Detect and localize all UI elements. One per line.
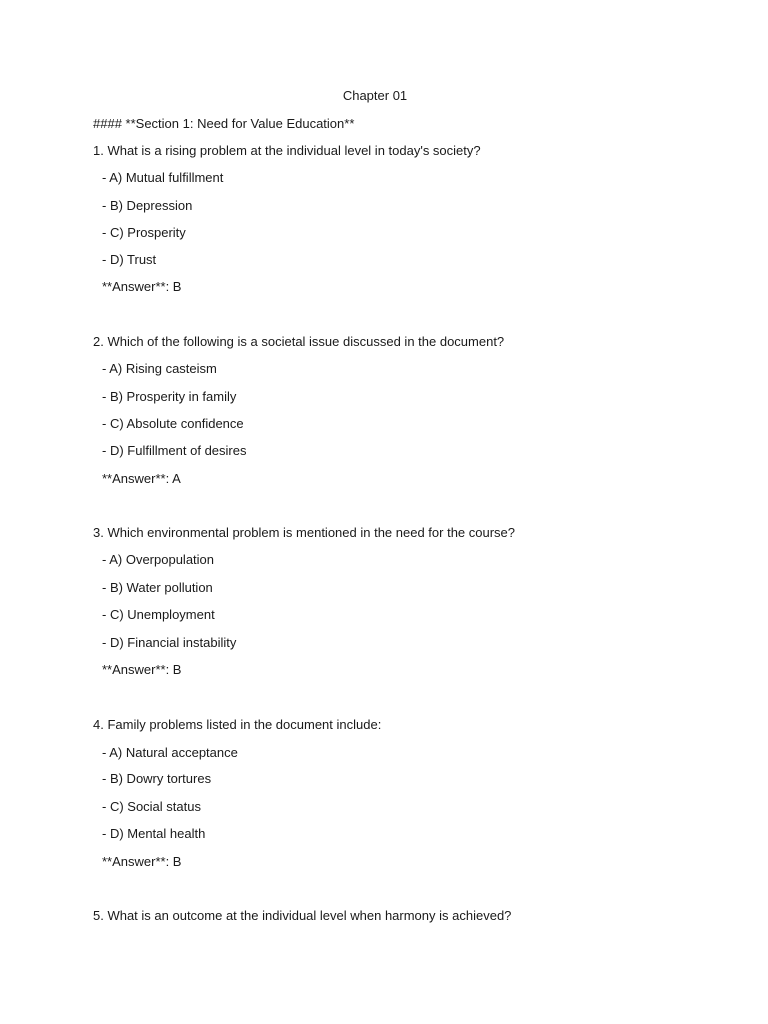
option-a: - A) Mutual fulfillment [102, 170, 224, 185]
answer-line: **Answer**: B [102, 662, 182, 677]
option-d: - D) Mental health [102, 826, 206, 841]
option-c: - C) Prosperity [102, 225, 186, 240]
question-text: 1. What is a rising problem at the individual level in today's society? [93, 143, 481, 158]
section-heading: #### **Section 1: Need for Value Education** [93, 116, 355, 131]
option-b: - B) Dowry tortures [102, 771, 212, 786]
option-c: - C) Absolute confidence [102, 416, 244, 431]
question-text: 3. Which environmental problem is mentioned in the need for the course? [93, 525, 516, 540]
option-b: - B) Prosperity in family [102, 389, 237, 404]
option-a: - A) Natural acceptance [102, 745, 238, 760]
option-d: - D) Financial instability [102, 635, 237, 650]
question-text: 4. Family problems listed in the document include: [93, 717, 382, 732]
option-d: - D) Trust [102, 252, 157, 267]
option-c: - C) Unemployment [102, 607, 215, 622]
chapter-title: Chapter 01 [342, 88, 408, 103]
answer-line: **Answer**: A [102, 471, 181, 486]
option-b: - B) Water pollution [102, 580, 213, 595]
option-b: - B) Depression [102, 198, 193, 213]
question-text: 5. What is an outcome at the individual level when harmony is achieved? [93, 908, 512, 923]
question-text: 2. Which of the following is a societal issue discussed in the document? [93, 334, 505, 349]
option-a: - A) Overpopulation [102, 552, 215, 567]
option-c: - C) Social status [102, 799, 201, 814]
answer-line: **Answer**: B [102, 279, 182, 294]
option-d: - D) Fulfillment of desires [102, 443, 247, 458]
option-a: - A) Rising casteism [102, 361, 217, 376]
answer-line: **Answer**: B [102, 854, 182, 869]
